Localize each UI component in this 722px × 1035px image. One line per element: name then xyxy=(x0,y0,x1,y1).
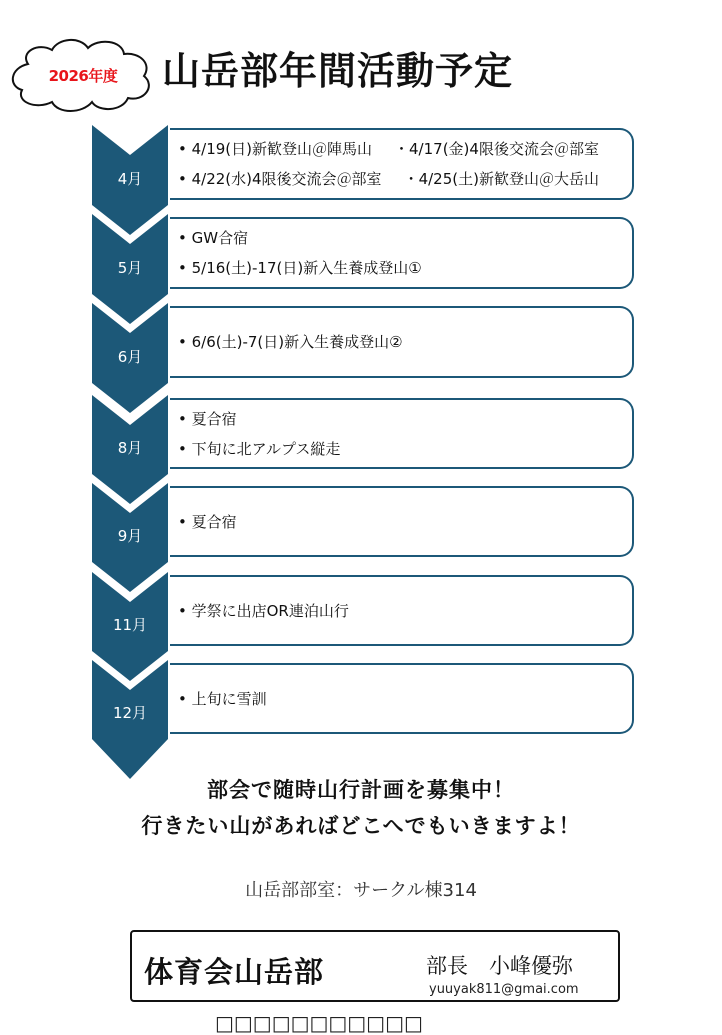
month-label: 11月 xyxy=(112,616,148,635)
year-badge: 2026年度 xyxy=(48,66,118,85)
schedule-item xyxy=(178,253,632,283)
schedule-box xyxy=(170,217,634,289)
month-label: 6月 xyxy=(117,347,143,366)
schedule-box xyxy=(170,128,634,200)
schedule-item-text: ・4/25(土)新歓登山＠大岳山 xyxy=(403,170,599,188)
schedule-item xyxy=(178,164,632,194)
signature-box xyxy=(130,930,620,1002)
schedule-box xyxy=(170,398,634,469)
schedule-item-text: • 4/19(日)新歓登山＠陣馬山 xyxy=(178,140,373,158)
schedule-item xyxy=(178,404,632,434)
club-room-location: 山岳部部室：サークル棟314 xyxy=(245,880,477,901)
schedule-item xyxy=(178,327,632,357)
schedule-item xyxy=(178,434,632,464)
schedule-item-text: • 6/6(土)-7(日)新入生養成登山② xyxy=(178,333,403,351)
schedule-item xyxy=(178,134,632,164)
schedule-item-text: • 上旬に雪訓 xyxy=(178,689,267,708)
schedule-box xyxy=(170,306,634,378)
schedule-item xyxy=(178,507,632,537)
recruit-message-line1: 部会で随時山行計画を募集中！ xyxy=(207,778,515,802)
club-name: 体育会山岳部 xyxy=(144,955,325,989)
schedule-box xyxy=(170,663,634,734)
schedule-item-text: • 夏合宿 xyxy=(178,409,237,428)
schedule-item-text: • 学祭に出店OR連泊山行 xyxy=(178,601,349,620)
contact-email: yuuyak811@gmai.com xyxy=(429,982,579,997)
cut-off-footer-text: □□□□□□□□□□□ xyxy=(215,1011,423,1035)
recruit-message-line2: 行きたい山があればどこへでもいきますよ！ xyxy=(141,814,581,838)
month-label: 12月 xyxy=(112,704,148,723)
schedule-box xyxy=(170,486,634,557)
schedule-item xyxy=(178,684,632,714)
schedule-item-text: • GW合宿 xyxy=(178,229,249,247)
schedule-item-text: • 夏合宿 xyxy=(178,512,237,531)
schedule-item xyxy=(178,596,632,626)
schedule-item xyxy=(178,223,632,253)
leader-name: 部長 小峰優弥 xyxy=(426,954,573,978)
month-label: 9月 xyxy=(117,527,143,546)
schedule-box xyxy=(170,575,634,646)
schedule-item-text: ・4/17(金)4限後交流会＠部室 xyxy=(394,140,599,158)
month-label: 5月 xyxy=(117,258,143,277)
schedule-item-text: • 5/16(土)-17(日)新入生養成登山① xyxy=(178,259,422,277)
month-label: 4月 xyxy=(117,169,143,188)
page-title: 山岳部年間活動予定 xyxy=(162,49,514,93)
schedule-item-text: • 4/22(水)4限後交流会＠部室 xyxy=(178,170,382,188)
schedule-item-text: • 下旬に北アルプス縦走 xyxy=(178,439,341,458)
month-label: 8月 xyxy=(117,439,143,458)
